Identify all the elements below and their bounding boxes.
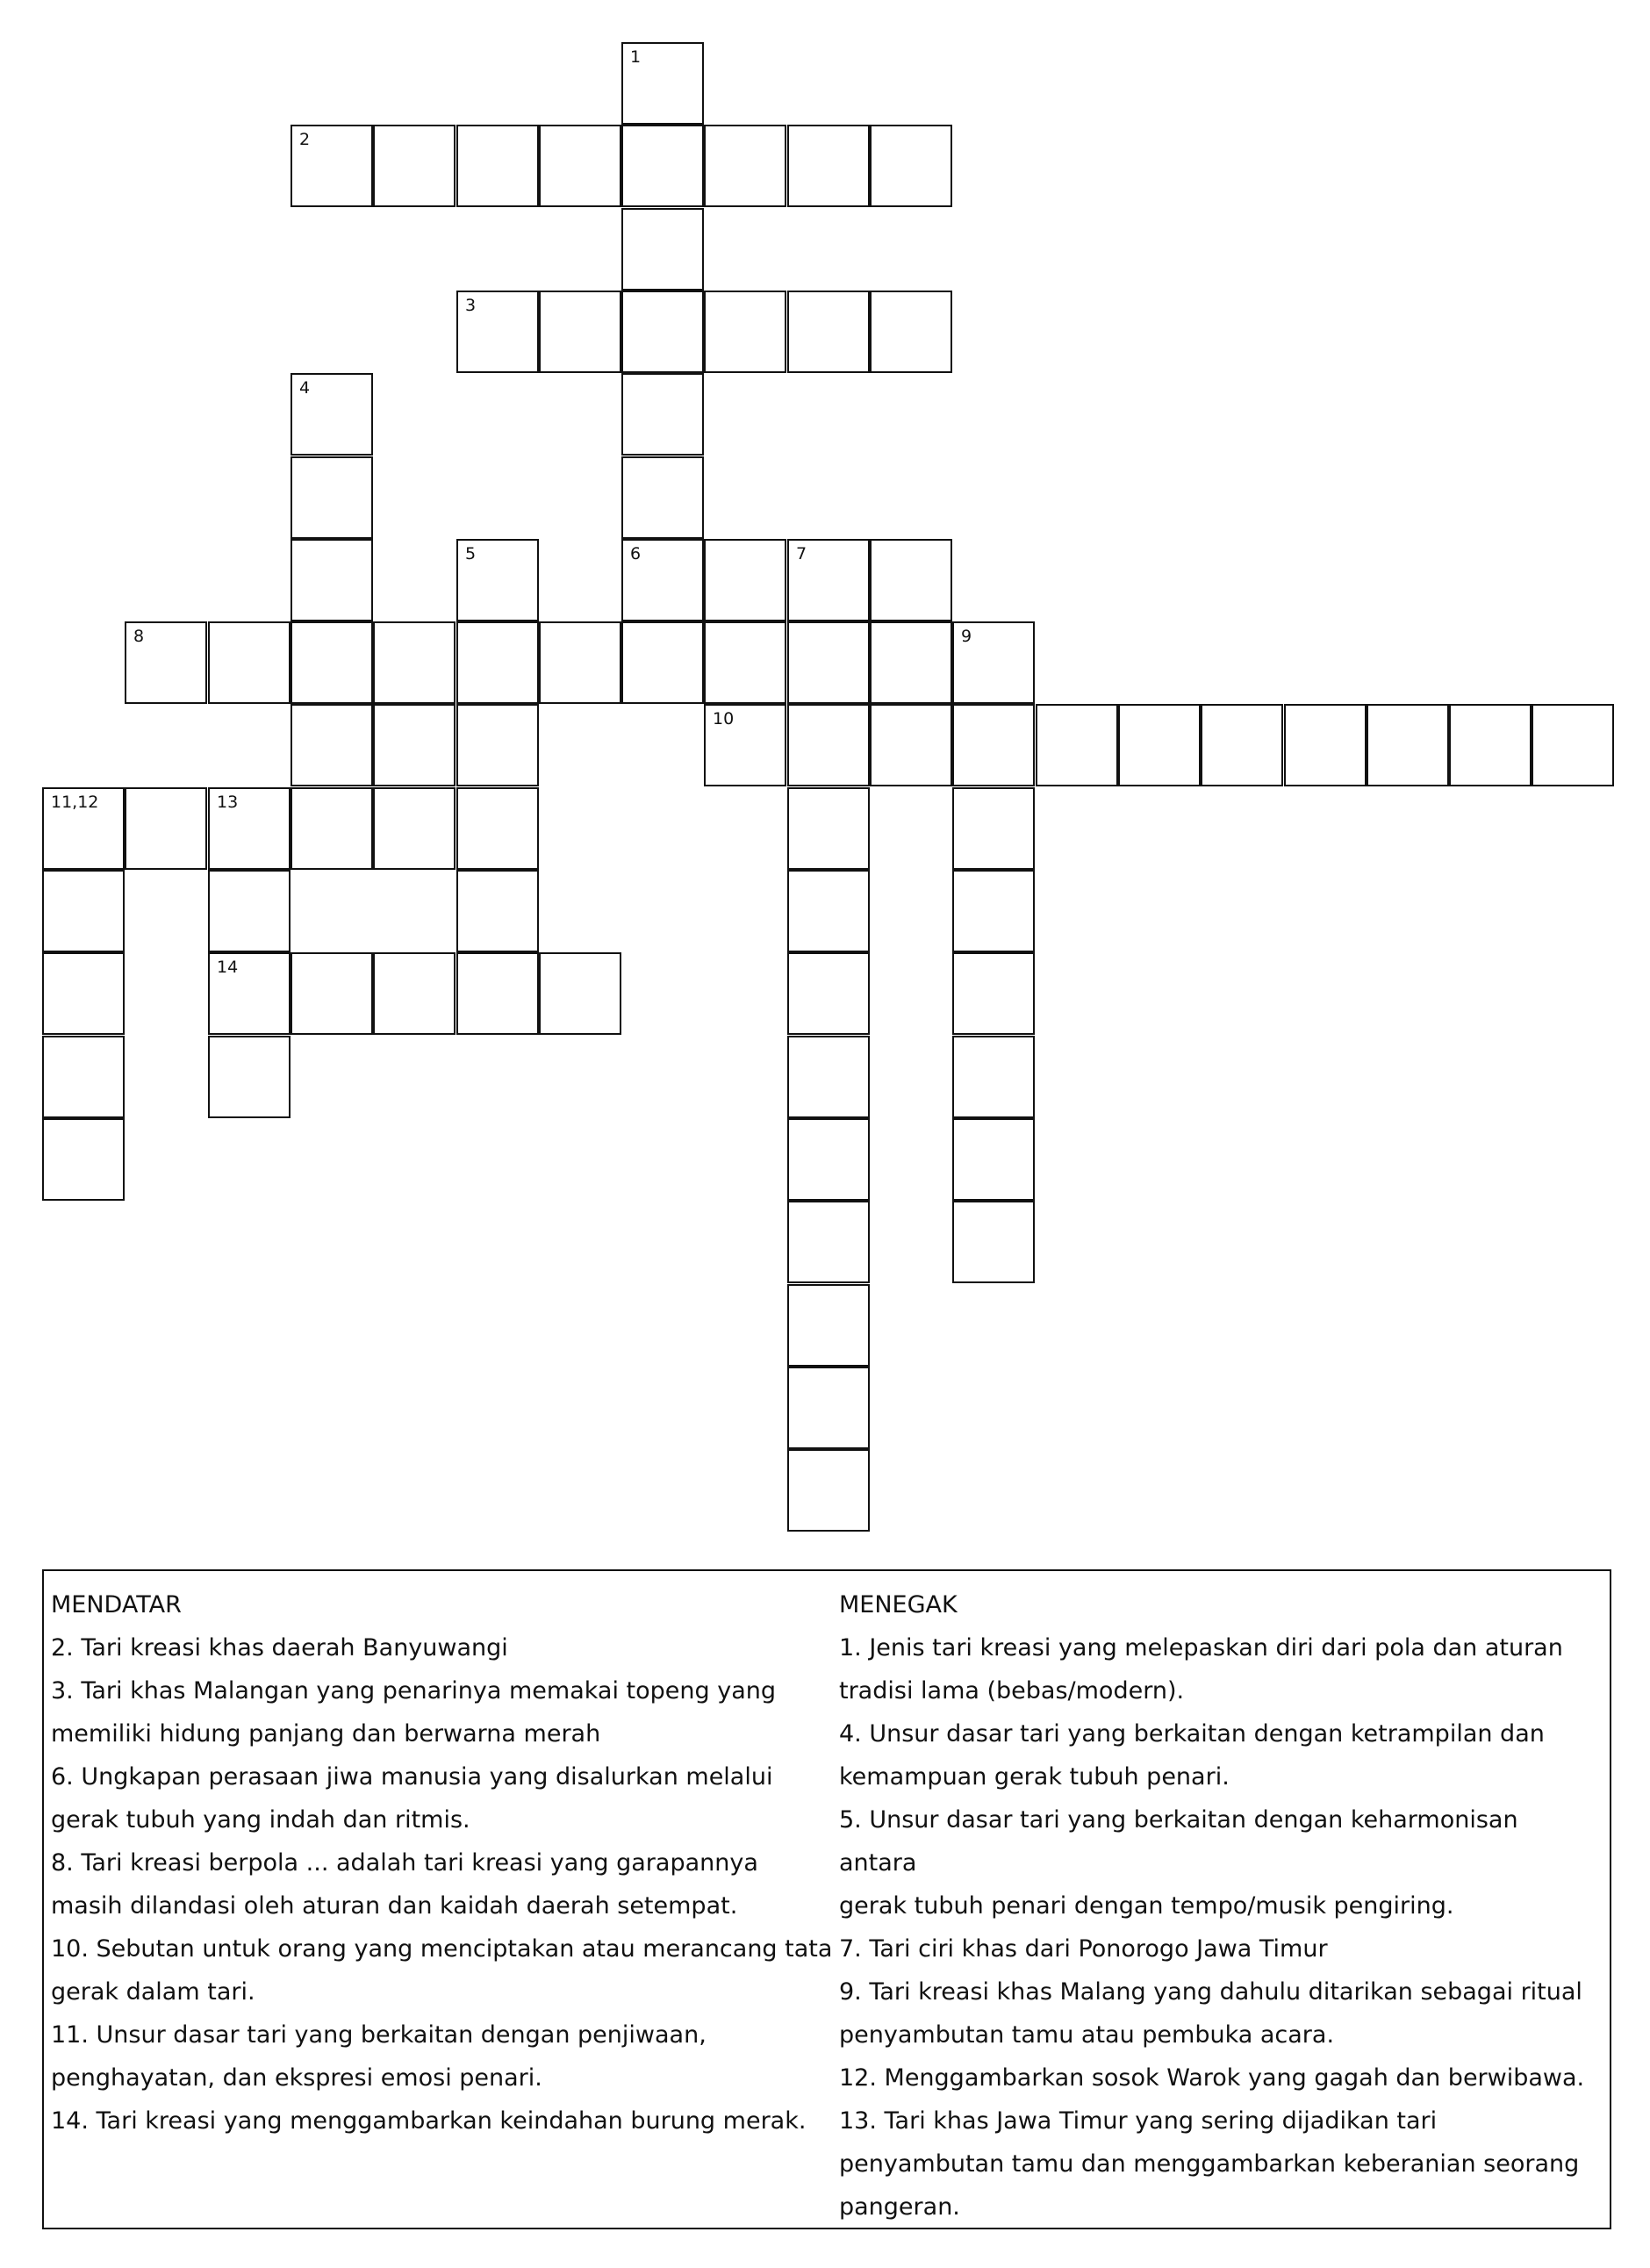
crossword-cell[interactable] (621, 291, 704, 373)
clue-number: 3 (465, 296, 477, 315)
crossword-cell[interactable] (787, 621, 870, 704)
mendatar-heading: MENDATAR (51, 1591, 182, 1618)
crossword-cell[interactable] (291, 373, 373, 456)
crossword-cell[interactable] (787, 787, 870, 870)
crossword-cell[interactable] (456, 291, 539, 373)
crossword-cell[interactable] (291, 539, 373, 621)
crossword-cell[interactable] (952, 787, 1035, 870)
crossword-cell[interactable] (539, 125, 621, 207)
crossword-cell[interactable] (952, 704, 1035, 786)
crossword-cell[interactable] (952, 870, 1035, 952)
clue-line: tradisi lama (bebas/modern). (839, 1677, 1185, 1705)
clue-line: penyambutan tamu atau pembuka acara. (839, 2021, 1335, 2049)
clue-line: 11. Unsur dasar tari yang berkaitan dengan penjiwaan, (51, 2021, 707, 2049)
crossword-cell[interactable] (870, 291, 952, 373)
crossword-cell[interactable] (621, 208, 704, 291)
crossword-cell[interactable] (373, 952, 456, 1035)
clue-number: 14 (217, 958, 239, 977)
crossword-cell[interactable] (952, 1036, 1035, 1118)
crossword-cell[interactable] (621, 456, 704, 539)
crossword-cell[interactable] (42, 1118, 125, 1201)
clue-number: 8 (133, 627, 145, 646)
crossword-cell[interactable] (787, 1284, 870, 1367)
clues-mendatar (51, 1583, 841, 2142)
clue-line: kemampuan gerak tubuh penari. (839, 1763, 1230, 1791)
clue-line: penyambutan tamu dan menggambarkan keberanian seorang (839, 2150, 1580, 2178)
clue-line: 14. Tari kreasi yang menggambarkan keindahan burung merak. (51, 2107, 807, 2135)
crossword-cell[interactable] (952, 1201, 1035, 1283)
crossword-cell[interactable] (787, 870, 870, 952)
crossword-cell[interactable] (291, 787, 373, 870)
clue-line: memiliki hidung panjang dan berwarna merah (51, 1720, 601, 1748)
clues-menegak (839, 1583, 1603, 2229)
crossword-cell[interactable] (870, 125, 952, 207)
crossword-cell[interactable] (621, 125, 704, 207)
crossword-cell[interactable] (787, 125, 870, 207)
crossword-cell[interactable] (787, 1118, 870, 1201)
crossword-cell[interactable] (42, 787, 125, 870)
clue-line: pangeran. (839, 2193, 960, 2221)
clue-line: gerak tubuh penari dengan tempo/musik pengiring. (839, 1892, 1454, 1920)
clue-number: 6 (630, 544, 642, 563)
clue-number: 2 (299, 130, 311, 149)
crossword-cell[interactable] (952, 1118, 1035, 1201)
crossword-cell[interactable] (539, 952, 621, 1035)
crossword-cell[interactable] (42, 1036, 125, 1118)
crossword-cell[interactable] (208, 621, 291, 704)
crossword-cell[interactable] (787, 1449, 870, 1532)
crossword-cell[interactable] (621, 539, 704, 621)
crossword-cell[interactable] (373, 787, 456, 870)
clue-line: 3. Tari khas Malangan yang penarinya memakai topeng yang (51, 1677, 777, 1705)
crossword-cell[interactable] (787, 291, 870, 373)
clue-line: 5. Unsur dasar tari yang berkaitan dengan keharmonisan antara (839, 1806, 1518, 1877)
crossword-cell[interactable] (1284, 704, 1367, 786)
crossword-cell[interactable] (456, 539, 539, 621)
crossword-cell[interactable] (539, 291, 621, 373)
clue-line: 10. Sebutan untuk orang yang menciptakan atau merancang tata (51, 1935, 833, 1963)
crossword-cell[interactable] (291, 125, 373, 207)
crossword-cell[interactable] (704, 539, 786, 621)
crossword-cell[interactable] (456, 787, 539, 870)
clue-number: 4 (299, 378, 311, 398)
crossword-cell[interactable] (1201, 704, 1283, 786)
crossword-cell[interactable] (787, 539, 870, 621)
clue-line: 13. Tari khas Jawa Timur yang sering dijadikan tari (839, 2107, 1438, 2135)
clue-line: 4. Unsur dasar tari yang berkaitan dengan ketrampilan dan (839, 1720, 1545, 1748)
crossword-cell[interactable] (787, 704, 870, 786)
crossword-cell[interactable] (539, 621, 621, 704)
clue-line: 12. Menggambarkan sosok Warok yang gagah dan berwibawa. (839, 2064, 1585, 2092)
clue-line: 2. Tari kreasi khas daerah Banyuwangi (51, 1634, 508, 1662)
crossword-cell[interactable] (704, 291, 786, 373)
crossword-cell[interactable] (291, 704, 373, 786)
clue-line: gerak dalam tari. (51, 1978, 255, 2006)
crossword-cell[interactable] (456, 952, 539, 1035)
crossword-cell[interactable] (621, 621, 704, 704)
crossword-cell[interactable] (125, 621, 207, 704)
clue-line: 1. Jenis tari kreasi yang melepaskan diri dari pola dan aturan (839, 1634, 1563, 1662)
crossword-cell[interactable] (208, 1036, 291, 1118)
crossword-cell[interactable] (787, 952, 870, 1035)
menegak-heading: MENEGAK (839, 1591, 958, 1618)
crossword-cell[interactable] (952, 621, 1035, 704)
crossword-cell[interactable] (42, 870, 125, 952)
clue-line: penghayatan, dan ekspresi emosi penari. (51, 2064, 542, 2092)
clue-line: 6. Ungkapan perasaan jiwa manusia yang disalurkan melalui (51, 1763, 773, 1791)
clues-box (42, 1569, 1611, 2229)
clue-number: 1 (630, 47, 642, 67)
crossword-cell[interactable] (373, 125, 456, 207)
clue-number: 13 (217, 793, 239, 812)
crossword-cell[interactable] (870, 539, 952, 621)
crossword-cell[interactable] (787, 1367, 870, 1449)
crossword-cell[interactable] (208, 952, 291, 1035)
crossword-cell[interactable] (870, 704, 952, 786)
crossword-cell[interactable] (291, 621, 373, 704)
clue-number: 11,12 (51, 793, 99, 812)
clue-line: 9. Tari kreasi khas Malang yang dahulu ditarikan sebagai ritual (839, 1978, 1582, 2006)
crossword-cell[interactable] (787, 1201, 870, 1283)
crossword-cell[interactable] (621, 373, 704, 456)
crossword-cell[interactable] (291, 952, 373, 1035)
crossword-cell[interactable] (373, 621, 456, 704)
crossword-cell[interactable] (1118, 704, 1201, 786)
crossword-cell[interactable] (1532, 704, 1614, 786)
clue-line: 8. Tari kreasi berpola ... adalah tari kreasi yang garapannya (51, 1849, 758, 1877)
clue-number: 7 (796, 544, 807, 563)
crossword-cell[interactable] (621, 42, 704, 125)
clue-line: 7. Tari ciri khas dari Ponorogo Jawa Timur (839, 1935, 1328, 1963)
crossword-cell[interactable] (1036, 704, 1118, 786)
crossword-cell[interactable] (208, 787, 291, 870)
crossword-cell[interactable] (456, 870, 539, 952)
crossword-cell[interactable] (870, 621, 952, 704)
crossword-cell[interactable] (704, 621, 786, 704)
crossword-cell[interactable] (704, 125, 786, 207)
crossword-cell[interactable] (208, 870, 291, 952)
clue-number: 10 (713, 709, 735, 728)
crossword-cell[interactable] (456, 125, 539, 207)
crossword-cell[interactable] (952, 952, 1035, 1035)
crossword-cell[interactable] (1449, 704, 1532, 786)
clue-line: masih dilandasi oleh aturan dan kaidah daerah setempat. (51, 1892, 738, 1920)
crossword-cell[interactable] (42, 952, 125, 1035)
crossword-cell[interactable] (373, 704, 456, 786)
clue-number: 5 (465, 544, 477, 563)
crossword-cell[interactable] (125, 787, 207, 870)
clue-line: gerak tubuh yang indah dan ritmis. (51, 1806, 470, 1834)
crossword-cell[interactable] (704, 704, 786, 786)
crossword-cell[interactable] (291, 456, 373, 539)
crossword-cell[interactable] (456, 621, 539, 704)
crossword-cell[interactable] (787, 1036, 870, 1118)
crossword-cell[interactable] (1367, 704, 1449, 786)
crossword-cell[interactable] (456, 704, 539, 786)
clue-number: 9 (961, 627, 972, 646)
